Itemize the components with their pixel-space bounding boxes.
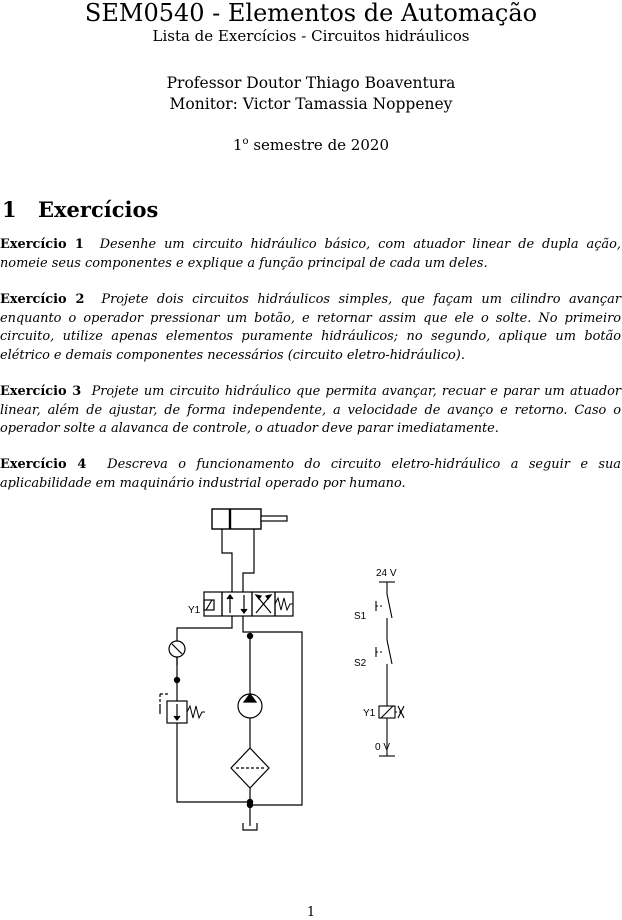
switch-s2: [376, 640, 392, 706]
monitor-name: Monitor: Victor Tamassia Noppeney: [169, 95, 453, 113]
section-number: 1: [2, 197, 17, 222]
exercise-label: Exercício 4: [0, 457, 87, 472]
switch-s1: [376, 594, 392, 640]
solenoid-label: Y1: [188, 605, 201, 616]
exercise-label: Exercício 1: [0, 237, 84, 252]
exercise-text: Projete um circuito hidráulico que permita avançar, recuar e parar um atuador linear, além de ajustar, de forma independente, a velocidade de avanço e retorno. Caso o operador solte a alavanca de controle, o atuador deve parar imediatamente.: [0, 384, 621, 437]
switch-s2-label: S2: [354, 658, 367, 669]
document-subtitle: Lista de Exercícios - Circuitos hidráulicos: [152, 27, 470, 45]
supply-label: 24 V: [376, 568, 397, 579]
exercise-label: Exercício 2: [0, 292, 85, 307]
exercise-label: Exercício 3: [0, 384, 82, 399]
date-ordinal: 1: [233, 136, 243, 154]
professor-name: Professor Doutor Thiago Boaventura: [166, 74, 456, 92]
coil-label: Y1: [363, 708, 376, 719]
exercise-text: Projete dois circuitos hidráulicos simples, que façam um cilindro avançar enquanto o operador pressionar um botão, e retornar assim que ele o solte. No primeiro circuito, utilize apenas elementos puramente hidráulicos; no segundo, aplique um botão elétrico e demais componentes necessários (circuito eletro-hidráulico).: [0, 292, 621, 363]
document-title: SEM0540 - Elementos de Automação: [84, 0, 538, 27]
page-number: 1: [306, 905, 316, 920]
section-title: Exercícios: [38, 197, 159, 222]
date-text: semestre de 2020: [248, 136, 389, 154]
ground-label: 0 V: [375, 742, 391, 753]
exercise-text: Desenhe um circuito hidráulico básico, com atuador linear de dupla ação, nomeie seus componentes e explique a função principal de cada um deles.: [0, 237, 621, 271]
exercise-text: Descreva o funcionamento do circuito eletro-hidráulico a seguir e sua aplicabilidade em maquinário industrial operado por humano.: [0, 457, 621, 491]
date-ordinal-suffix: o: [242, 136, 249, 147]
switch-s1-label: S1: [354, 611, 367, 622]
